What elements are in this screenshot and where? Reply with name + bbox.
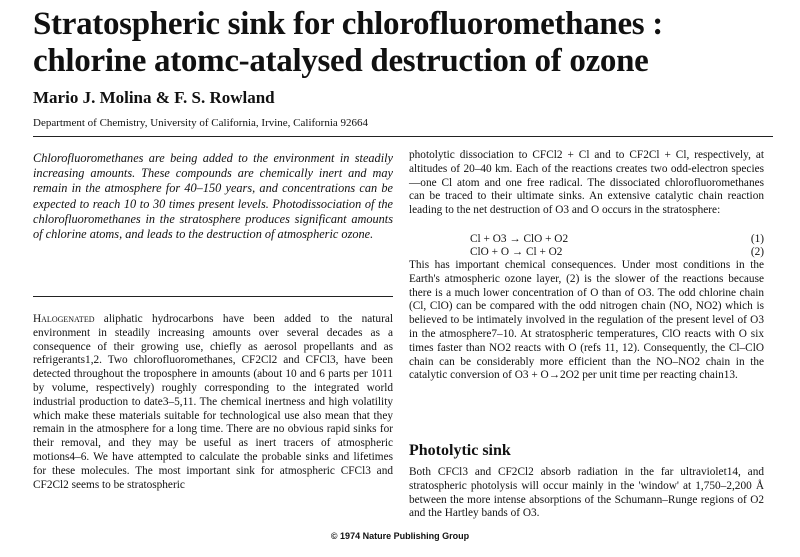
- body-right-bottom: Both CFCl3 and CF2Cl2 absorb radiation in the far ultraviolet14, and stratospheric photolysis will occur mainly in the 'window' at 1,750–2,200 Å between the more intense absorptions of the Schumann–Runge regions of O2 and the Hartley bands of O3.: [409, 466, 764, 520]
- abstract-rule: [33, 296, 393, 297]
- equation-expr: ClO + O → Cl + O2: [470, 246, 563, 258]
- equation-expr: Cl + O3 → ClO + O2: [470, 233, 569, 245]
- body-right-middle: This has important chemical consequences. Under most conditions in the Earth's atmospheric ozone layer, (2) is the slower of the reactions because there is a much lower concentration of O than of O3. The odd chlorine chain (Cl, ClO) can be compared with the odd nitrogen chain (NO, NO2) which is believed to be intimately involved in the regulation of the present level of O3 in the atmosphere7–10. At stratospheric temperatures, ClO reacts with O six times faster than NO2 reacts with O (refs 11, 12). Consequently, the Cl–ClO chain can be considerably more efficient than the NO–NO2 chain in the catalytic conversion of O3 + O→2O2 per unit time per reacting chain13.: [409, 259, 764, 382]
- body-right-top: photolytic dissociation to CFCl2 + Cl and to CF2Cl + Cl, respectively, at altitudes of 20–40 km. Each of the reactions creates two odd-electron species—one Cl atom and one free radical. The dissociated chlorofluoromethanes can be traced to their ultimate sinks. An extensive catalytic chain reaction leading to the net destruction of O3 and O occurs in the stratosphere:: [409, 149, 764, 217]
- equation-number: (2): [750, 246, 764, 258]
- copyright-footer: © 1974 Nature Publishing Group: [330, 531, 470, 541]
- abstract: Chlorofluoromethanes are being added to the environment in steadily increasing amounts. These compounds are chemically inert and may remain in the atmosphere for 40–150 years, and concentrations can be expected to reach 10 to 30 times present levels. Photodissociation of the chlorofluoromethanes in the stratosphere produces significant amounts of chlorine atoms, and leads to the destruction of atmospheric ozone.: [33, 151, 393, 242]
- affiliation: Department of Chemistry, University of California, Irvine, California 92664: [33, 117, 369, 129]
- header-rule: [33, 136, 773, 137]
- paper-title: Stratospheric sink for chlorofluoromethanes : chlorine atomc-atalysed destruction of ozone: [33, 6, 663, 79]
- lead-word: Halogenated: [33, 313, 95, 325]
- equation-number: (1): [750, 233, 764, 245]
- body-left-text: aliphatic hydrocarbons have been added to the natural environment in steadily increasing amounts over several decades as a consequence of their growing use, chiefly as aerosol propellants and as refrigerants1,2. Two chlorofluoromethanes, CF2Cl2 and CFCl3, have been detected throughout the troposphere in amounts (about 10 and 6 parts per 1011 by volume, respectively) roughly corresponding to the integrated world industrial production to date3–5,11. The chemical inertness and high volatility which make these materials suitable for technological use also mean that they remain in the atmosphere for a long time. There are no obvious rapid sinks for their removal, and they may be useful as inert tracers of atmospheric motions4–6. We have attempted to calculate the probable sinks and lifetimes for these molecules. The most important sink for atmospheric CFCl3 and CF2Cl2 seems to be stratospheric: [33, 313, 393, 491]
- paper-authors: Mario J. Molina & F. S. Rowland: [33, 88, 275, 107]
- body-left-column: [33, 313, 393, 492]
- section-heading: Photolytic sink: [409, 442, 511, 459]
